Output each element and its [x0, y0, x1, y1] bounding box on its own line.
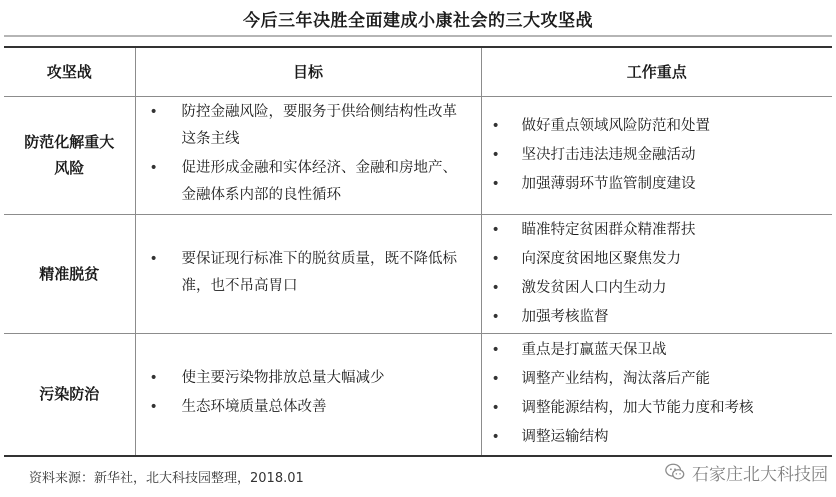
focus-item: • 瞄准特定贫困群众精准帮扶 — [492, 216, 825, 245]
goal-item: • 促进形成金融和实体经济、金融和房地产、金融体系内部的良性循环 — [150, 155, 471, 209]
goal-item: • 防控金融风险，要服务于供给侧结构性改革这条主线 — [150, 99, 471, 153]
row-category — [4, 96, 135, 214]
category-label: 污染防治 — [39, 385, 100, 404]
row-focus — [481, 96, 832, 214]
watermark — [664, 455, 828, 489]
row-category — [4, 214, 135, 333]
header-focus: 工作重点 — [481, 47, 832, 96]
row-goals — [135, 214, 481, 333]
table-row — [4, 214, 832, 333]
page-title: 今后三年决胜全面建成小康社会的三大攻坚战 — [243, 11, 593, 31]
row-category — [4, 333, 135, 456]
watermark-text: 石家庄北大科技园 — [692, 464, 828, 485]
focus-item: • 重点是打赢蓝天保卫战 — [492, 336, 825, 365]
row-goals — [135, 96, 481, 214]
category-label: 精准脱贫 — [39, 264, 100, 283]
focus-item: • 加强考核监督 — [492, 303, 825, 332]
goal-item: • 使主要污染物排放总量大幅减少 — [150, 365, 471, 392]
table-row — [4, 96, 832, 214]
focus-item: • 坚决打击违法违规金融活动 — [492, 141, 825, 170]
table-row — [4, 333, 832, 456]
focus-item: • 激发贫困人口内生动力 — [492, 274, 825, 303]
table-header-row — [4, 47, 832, 96]
goal-item: • 要保证现行标准下的脱贫质量，既不降低标准，也不吊高胃口 — [150, 246, 471, 300]
row-focus — [481, 333, 832, 456]
focus-item: • 调整运输结构 — [492, 423, 825, 452]
source-note: 资料来源：新华社，北大科技园整理，2018.01 — [29, 471, 304, 486]
focus-item: • 做好重点领域风险防范和处置 — [492, 112, 825, 141]
header-category: 攻坚战 — [4, 47, 135, 96]
focus-item: • 向深度贫困地区聚焦发力 — [492, 245, 825, 274]
row-focus — [481, 214, 832, 333]
focus-item: • 调整产业结构，淘汰落后产能 — [492, 365, 825, 394]
header-goals: 目标 — [135, 47, 481, 96]
battles-table — [4, 46, 832, 457]
title-divider — [4, 35, 832, 37]
goal-item: • 生态环境质量总体改善 — [150, 394, 471, 421]
focus-item: • 加强薄弱环节监管制度建设 — [492, 170, 825, 199]
category-label: 防范化解重大风险 — [24, 133, 115, 177]
focus-item: • 调整能源结构，加大节能力度和考核 — [492, 394, 825, 423]
wechat-icon — [664, 461, 686, 483]
row-goals — [135, 333, 481, 456]
